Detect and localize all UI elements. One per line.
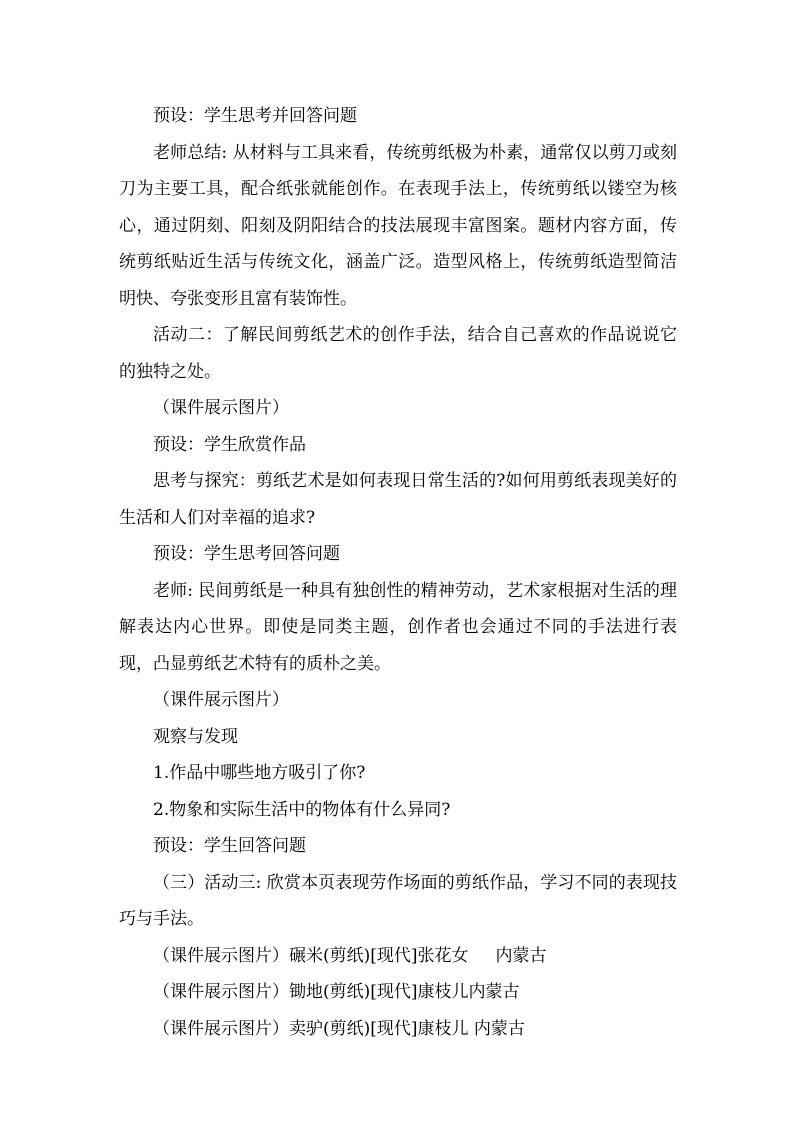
paragraph-teacher: 老师: 民间剪纸是一种具有独创性的精神劳动，艺术家根据对生活的理解表达内心世界。即使是同类主题，创作者也会通过不同的手法进行表现，凸显剪纸艺术特有的质朴之美。 [119, 580, 677, 674]
paragraph-question-2: 2.物象和实际生活中的物体有什么异同? [153, 799, 451, 820]
paragraph-preset-4: 预设：学生回答问题 [153, 836, 306, 856]
paragraph-think-explore: 思考与探究：剪纸艺术是如何表现日常生活的?如何用剪纸表现美好的生活和人们对幸福的追求? [119, 471, 677, 528]
paragraph-artwork-1: （课件展示图片）碾米(剪纸)[现代]张花女 内蒙古 [153, 945, 547, 966]
paragraph-preset-2: 预设：学生欣赏作品 [153, 434, 306, 455]
paragraph-courseware-1: （课件展示图片） [153, 398, 289, 418]
paragraph-teacher-summary: 老师总结: 从材料与工具来看，传统剪纸极为朴素，通常仅以剪刀或刻刀为主要工具，配合纸张就能创作。在表现手法上，传统剪纸以镂空为核心，通过阴刻、阳刻及阴阳结合的技法展现丰富图案。题材内容方面，传统剪纸贴近生活与传统文化，涵盖广泛。造型风格上，传统剪纸造型简洁明快、夸张变形且富有装饰性。 [119, 142, 677, 309]
paragraph-preset-1: 预设：学生思考并回答问题 [153, 106, 357, 126]
paragraph-preset-3: 预设：学生思考回答问题 [153, 544, 340, 564]
document-body [119, 98, 677, 1047]
paragraph-observe-discover: 观察与发现 [153, 726, 238, 747]
paragraph-courseware-2: （课件展示图片） [153, 690, 289, 710]
paragraph-artwork-2: （课件展示图片）锄地(剪纸)[现代]康枝儿内蒙古 [153, 982, 520, 1002]
paragraph-question-1: 1.作品中哪些地方吸引了你? [153, 763, 366, 783]
paragraph-activity-two: 活动二：了解民间剪纸艺术的创作手法，结合自己喜欢的作品说说它的独特之处。 [119, 325, 677, 382]
paragraph-artwork-3: （课件展示图片）卖驴(剪纸)[现代]康枝儿 内蒙古 [153, 1018, 525, 1039]
paragraph-activity-three: （三）活动三: 欣赏本页表现劳作场面的剪纸作品，学习不同的表现技巧与手法。 [119, 872, 677, 929]
